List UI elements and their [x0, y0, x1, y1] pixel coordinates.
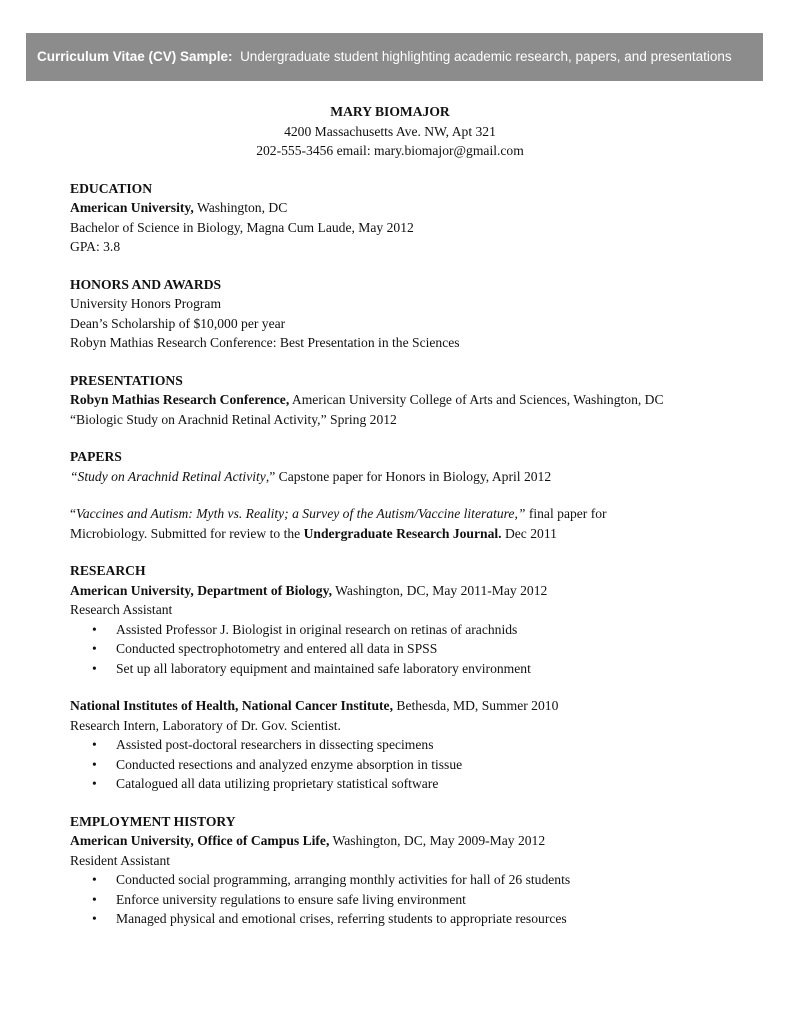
honor-item: Dean’s Scholarship of $10,000 per year [70, 315, 286, 331]
presentation-event-line [70, 390, 750, 410]
contact-header [70, 102, 710, 161]
research-section [70, 561, 750, 794]
paper-2-journal: Undergraduate Research Journal. [303, 525, 502, 541]
duty-item: • Conducted social programming, arranging monthly activities for hall of 26 students [70, 870, 750, 890]
education-school-line [70, 198, 750, 218]
education-section [70, 179, 750, 257]
research-job-2-duties [70, 735, 750, 794]
paper-2-open-quote: “ [70, 506, 77, 521]
papers-section [70, 447, 750, 543]
education-title: EDUCATION [70, 180, 153, 196]
employment-detail: Washington, DC, May 2009-May 2012 [329, 833, 546, 848]
duty-item: • Catalogued all data utilizing proprietary statistical software [70, 774, 750, 794]
research-title: RESEARCH [70, 563, 146, 578]
duty-item: • Conducted spectrophotometry and entered all data in SPSS [70, 639, 750, 659]
papers-title: PAPERS [70, 449, 122, 464]
school-location: Washington, DC [193, 200, 288, 215]
honor-item: University Honors Program [70, 296, 222, 311]
banner-text: Undergraduate student highlighting academic research, papers, and presentations [240, 49, 732, 64]
honors-title: HONORS AND AWARDS [70, 276, 222, 292]
honor-item: Robyn Mathias Research Conference: Best Presentation in the Sciences [70, 335, 460, 350]
resume-page [70, 102, 750, 929]
employment-role: Resident Assistant [70, 852, 171, 868]
employment-title: EMPLOYMENT HISTORY [70, 813, 236, 829]
gpa-line: GPA: 3.8 [70, 239, 121, 254]
presentations-section [70, 371, 750, 430]
duty-item: • Set up all laboratory equipment and maintained safe laboratory environment [70, 659, 750, 679]
duty-item: • Enforce university regulations to ensure safe living environment [70, 890, 750, 910]
paper-2-line-2 [70, 524, 750, 544]
research-job-2-detail: Bethesda, MD, Summer 2010 [392, 698, 559, 713]
paper-2-line-1 [70, 504, 750, 524]
employment-header [70, 831, 750, 851]
employment-section [70, 812, 750, 929]
phone-email-line: 202-555-3456 email: mary.biomajor@gmail.com [256, 143, 524, 158]
paper-1 [70, 467, 750, 487]
research-job-1-org: American University, Department of Biology, [70, 582, 333, 598]
research-job-1-role: Research Assistant [70, 602, 173, 617]
research-job-1-header [70, 581, 750, 601]
presentation-event: Robyn Mathias Research Conference, [70, 392, 290, 407]
school-name: American University, [70, 200, 194, 215]
research-job-1-duties [70, 620, 750, 679]
degree-line: Bachelor of Science in Biology, Magna Cum Laude, May 2012 [70, 219, 414, 235]
address-line: 4200 Massachusetts Ave. NW, Apt 321 [284, 123, 496, 139]
duty-item: • Conducted resections and analyzed enzyme absorption in tissue [70, 755, 750, 775]
duty-item: • Assisted post-doctoral researchers in dissecting specimens [70, 735, 750, 755]
paper-1-title: “Study on Arachnid Retinal Activity [70, 468, 266, 484]
paper-1-detail: ,” Capstone paper for Honors in Biology, April 2012 [265, 468, 552, 484]
cv-sample-banner [26, 33, 763, 81]
duty-item: • Managed physical and emotional crises, referring students to appropriate resources [70, 909, 750, 929]
duty-item: • Assisted Professor J. Biologist in original research on retinas of arachnids [70, 620, 750, 640]
paper-2-detail: final paper for [525, 506, 607, 521]
presentation-event-detail: American University College of Arts and Sciences, Washington, DC [289, 392, 664, 407]
research-job-1-detail: Washington, DC, May 2011-May 2012 [332, 582, 548, 598]
employment-org: American University, Office of Campus Life, [70, 833, 330, 848]
applicant-name: MARY BIOMAJOR [330, 104, 450, 119]
research-job-2-role: Research Intern, Laboratory of Dr. Gov. Scientist. [70, 717, 341, 733]
presentations-title: PRESENTATIONS [70, 372, 183, 388]
research-job-2-header [70, 696, 750, 716]
paper-2-date: Dec 2011 [501, 525, 557, 541]
research-job-2-org: National Institutes of Health, National Cancer Institute, [70, 698, 393, 713]
presentation-talk: “Biologic Study on Arachnid Retinal Activity,” Spring 2012 [70, 411, 397, 427]
banner-label: Curriculum Vitae (CV) Sample: [37, 49, 233, 64]
paper-2-title: Vaccines and Autism: Myth vs. Reality; a Survey of the Autism/Vaccine literature,” [76, 506, 526, 521]
employment-duties [70, 870, 750, 929]
honors-section [70, 275, 750, 353]
paper-2-course: Microbiology. Submitted for review to the [70, 525, 304, 541]
